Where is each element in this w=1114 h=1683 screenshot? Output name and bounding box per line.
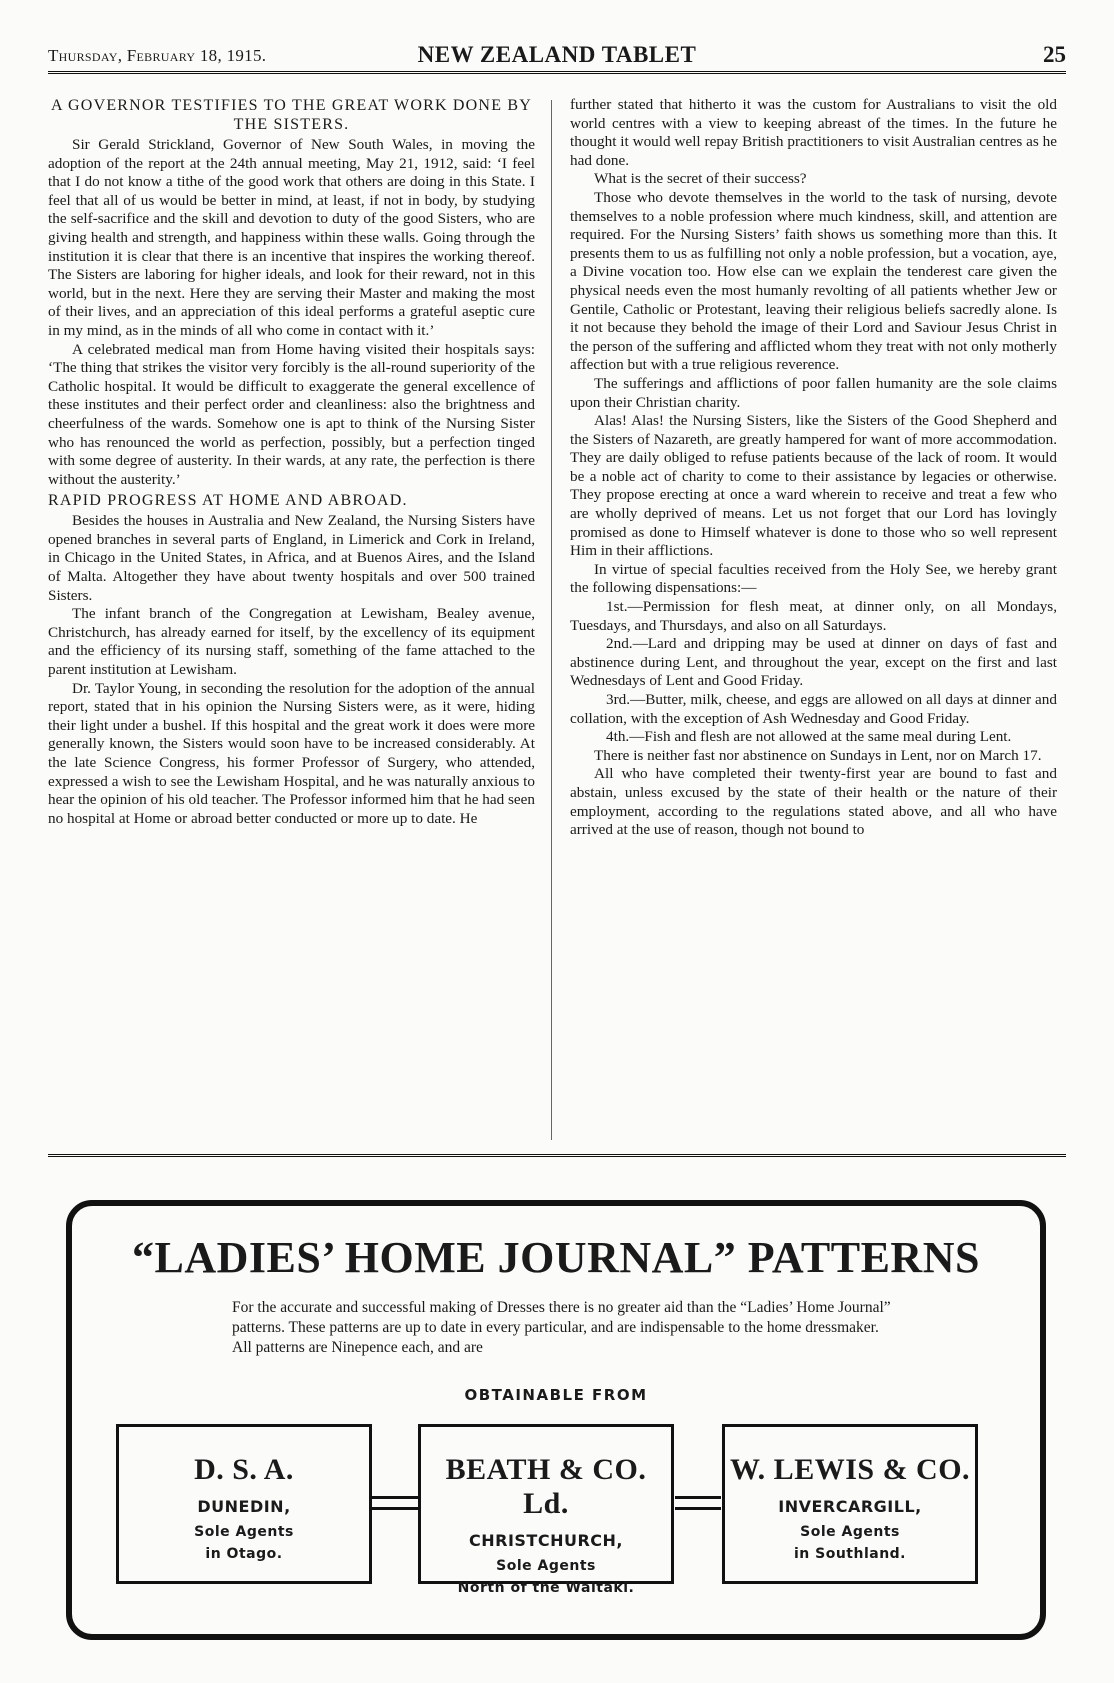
connector [675, 1496, 721, 1510]
article-paragraph: Alas! Alas! the Nursing Sisters, like the Sisters of the Good Shepherd and the Sisters of Nazareth, are greatly hampered for want of more accommodation. They are daily obliged to refuse patients because of the lack of room. It would be a noble act of charity to come to their assistance by legacies or otherwise. They propose erecting at once a ward wherein to receive and treat a few who are wholly deprived of means. Let us not forget that our Lord has lovingly promised as done to Himself whatever is done to those who so well represent Him in their afflictions. [570, 412, 1057, 560]
article-paragraph: Dr. Taylor Young, in seconding the resolution for the adoption of the annual report, stated that in his opinion the Nursing Sisters were, as it were, hiding their light under a bushel. If this hospital and the great work it does were more generally known, the Sisters would soon have to be increased considerably. At the late Science Congress, his former Professor of Surgery, who attended, expressed a wish to see the Lewisham Hospital, and he was naturally anxious to hear the opinion of his old teacher. The Professor informed him that he had seen no hospital at Home or abroad better conducted or more up to date. He [48, 679, 535, 827]
ad-obtainable-label: OBTAINABLE FROM [464, 1386, 648, 1404]
agent-box-christchurch [418, 1424, 674, 1596]
section-divider [48, 1154, 1066, 1157]
publication-title: NEW ZEALAND TABLET [417, 42, 697, 67]
agent-role: Sole Agents [194, 1524, 294, 1540]
article-column-right [570, 96, 1057, 1141]
article-heading: A GOVERNOR TESTIFIES TO THE GREAT WORK DONE BY THE SISTERS. [50, 97, 532, 133]
article-paragraph: Those who devote themselves in the world to the task of nursing, devote themselves to a noble profession where much kindness, skill, and attention are required. For the Nursing Sisters’ faith shows us something more than this. It presents them to us as fulfilling not only a noble profession, but a vocation, aye, a Divine vocation too. How else can we explain the tenderest care given the physical needs even the most humanly revolting of all patients whether Jew or Gentile, Catholic or Protestant, leaving their religious beliefs sacredly alone. Is it not because they behold the image of their Lord and Saviour Jesus Christ in the person of the suffering and afflicted whom they treat with not only motherly affection but with a true religious reverence. [570, 188, 1057, 374]
agent-city: INVERCARGILL, [778, 1497, 922, 1516]
article-paragraph: A celebrated medical man from Home having visited their hospitals says: ‘The thing that strikes the visitor very forcibly is the all-round superiority of the Catholic hospital. It would be difficult to exaggerate the general excellence of these institutes and their perfect order and cleanliness: also the brightness and cheerfulness of the wards. Somehow one is apt to think of the Nursing Sister who has renounced the world as perfection, possibly, but a perfection tinged with some degree of austerity. In their wards, at any rate, the perfection is there without the austerity.’ [48, 340, 535, 488]
article-paragraph: All who have completed their twenty-first year are bound to fast and abstain, unless excused by the state of their health or the nature of their employment, according to the regulations stated above, and all who have arrived at the use of reason, though not bound to [570, 765, 1057, 839]
agent-box-dunedin [116, 1424, 372, 1584]
dispensation-item: 2nd.—Lard and dripping may be used at dinner on days of fast and abstinence during Lent, and throughout the year, except on the first and last Wednesdays of Lent and Good Friday. [570, 635, 1057, 690]
article-paragraph: Besides the houses in Australia and New Zealand, the Nursing Sisters have opened branches in several parts of England, in Limerick and Cork in Ireland, in Chicago in the United States, in Africa, and at Buenos Aires, and the Island of Malta. Altogether they have about twenty hospitals and over 500 trained Sisters. [48, 512, 535, 604]
issue-date: Thursday, February 18, 1915. [48, 46, 267, 65]
masthead [48, 40, 1066, 74]
article-paragraph: Sir Gerald Strickland, Governor of New South Wales, in moving the adoption of the report at the 24th annual meeting, May 21, 1912, said: ‘I feel that I do not know a tithe of the good work that others are doing in this State. I feel that all of us would be better in mind, at least, if not in body, by studying the self-sacrifice and the skill and devotion to duty of the good Sisters, who are giving health and strength, and happiness within these walls. Going through the institution it is clear that there is an incentive that inspires the working thereof. The Sisters are laboring for higher ideals, and look for their reward, not in this world, but in the next. Here they are serving their Master and making the most of their lives, and an appreciation of this ideal performs a grateful aseptic cure in my mind, as in the minds of all who come in contact with it.’ [48, 136, 535, 339]
ad-title: “LADIES’ HOME JOURNAL” PATTERNS [132, 1233, 980, 1282]
agent-role: Sole Agents [496, 1558, 596, 1574]
connector [372, 1496, 418, 1510]
agent-city: CHRISTCHURCH, [469, 1531, 623, 1550]
column-divider [551, 100, 552, 1140]
agent-name: D. S. A. [194, 1453, 294, 1486]
agent-role: Sole Agents [800, 1524, 900, 1540]
agent-city: DUNEDIN, [197, 1497, 291, 1516]
agent-region: North of the Waitaki. [457, 1580, 635, 1596]
article-subheading: RAPID PROGRESS AT HOME AND ABROAD. [48, 492, 408, 510]
dispensation-item: 3rd.—Butter, milk, cheese, and eggs are allowed on all days at dinner and collation, with the exception of Ash Wednesday and Good Friday. [570, 691, 1057, 727]
article-paragraph: The infant branch of the Congregation at Lewisham, Bealey avenue, Christchurch, has already earned for itself, by the excellency of its equipment and the efficiency of its nursing staff, something of the fame attached to the parent institution at Lewisham. [48, 605, 535, 679]
patterns-advertisement [66, 1200, 1046, 1640]
agent-region: in Southland. [793, 1546, 907, 1562]
article-column-left [48, 96, 535, 1141]
dispensation-item: 1st.—Permission for flesh meat, at dinner only, on all Mondays, Tuesdays, and Thursdays, and also on all Saturdays. [570, 598, 1057, 634]
ad-body: For the accurate and successful making of Dresses there is no greater aid than the “Ladies’ Home Journal” patterns. These patterns are up to date in every particular, and are indispensable to the home dressmaker. All patterns are Ninepence each, and are [232, 1299, 891, 1356]
article-paragraph: What is the secret of their success? [594, 170, 807, 188]
article-paragraph: further stated that hitherto it was the custom for Australians to visit the old world centres with a view to keeping abreast of the times. In the future he thought it would well repay British practitioners to visit Australian centres as he had done. [570, 96, 1057, 169]
article-paragraph: There is neither fast nor abstinence on Sundays in Lent, nor on March 17. [594, 746, 1042, 764]
agent-region: in Otago. [205, 1546, 283, 1562]
article-paragraph: The sufferings and afflictions of poor fallen humanity are the sole claims upon their Christian charity. [570, 374, 1057, 411]
agent-name: BEATH & CO. Ld. [445, 1453, 647, 1520]
agent-name: W. LEWIS & CO. [729, 1453, 971, 1486]
dispensation-item: 4th.—Fish and flesh are not allowed at the same meal during Lent. [606, 728, 1012, 746]
page-number: 25 [1043, 42, 1066, 67]
agent-box-invercargill [722, 1424, 978, 1584]
article-paragraph: In virtue of special faculties received from the Holy See, we hereby grant the following dispensations:— [570, 560, 1057, 597]
